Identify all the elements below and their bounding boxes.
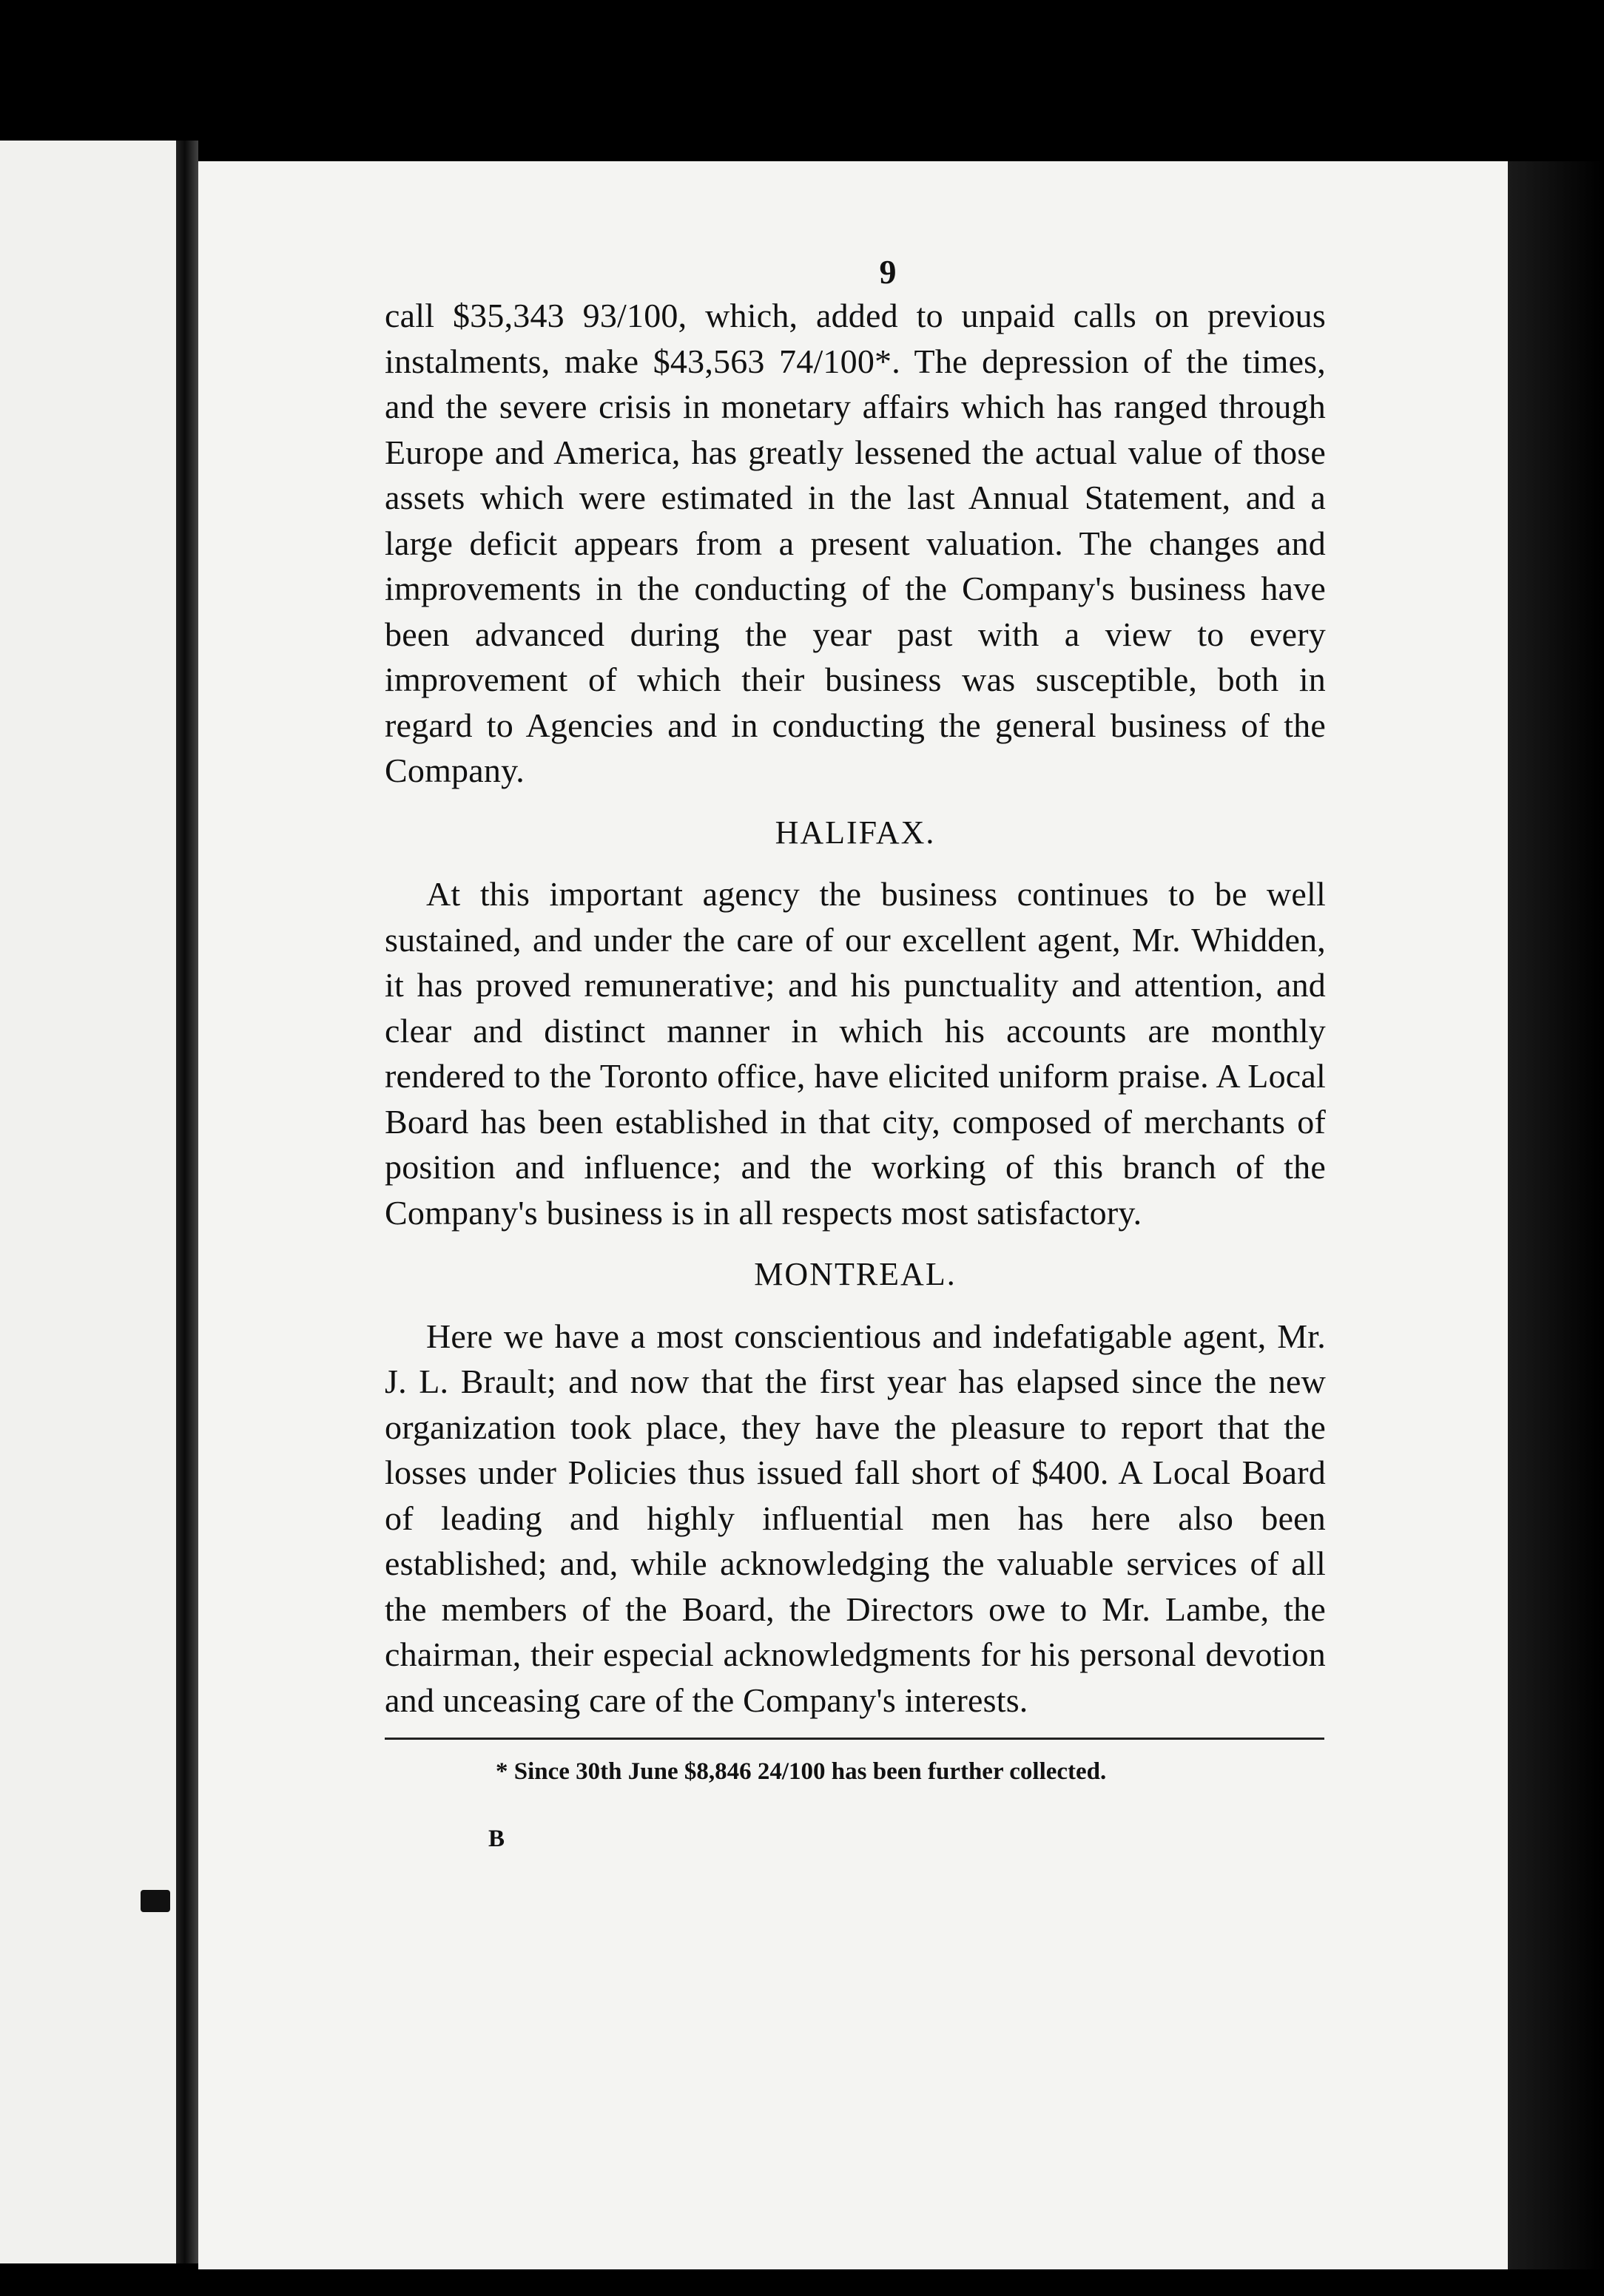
binding-mark <box>141 1890 170 1912</box>
facing-page-edge <box>0 141 176 2263</box>
footnote: * Since 30th June $8,846 24/100 has been further collected. <box>496 1758 1107 1785</box>
section-text-halifax: At this important agency the business continues to be well sustained, and under the care of our excellent agent, Mr. Whidden, it has proved remunerative; and his punctuality and attention, and clear and distinct manner in which his accounts are monthly rendered to the Toronto office, have elicited uniform praise. A Local Board has been established in that city, composed of merchants of position and influence; and the working of this branch of the Company's business is in all respects most satisfactory. <box>385 875 1326 1232</box>
section-text-montreal: Here we have a most conscientious and indefatigable agent, Mr. J. L. Brault; and now that the first year has elapsed since the new organization took place, they have the pleasure to report that the losses under Policies thus issued fall short of $400. A Local Board of leading and highly influential men has here also been established; and, while acknowledging the valuable services of all the members of the Board, the Directors owe to Mr. Lambe, the chairman, their especial acknowledgments for his personal devotion and unceasing care of the Company's interests. <box>385 1317 1326 1719</box>
intro-paragraph: call $35,343 93/100, which, added to unpaid calls on previous instalments, make $43,563 74/100*. The depression of the times, and the severe crisis in monetary affairs which has ranged through Europe and America, has greatly lessened the actual value of those assets which were estimated in the last Annual Statement, and a large deficit appears from a present valuation. The changes and improvements in the conducting of the Company's business have been advanced during the year past with a view to every improvement of which their business was susceptible, both in regard to Agencies and in conducting the general business of the Company. <box>385 297 1326 789</box>
page-text-block <box>385 251 1326 1853</box>
signature-mark: B <box>488 1826 505 1852</box>
page-edge-shadow <box>1508 161 1604 2269</box>
footnote-rule <box>385 1738 1324 1740</box>
section-heading-halifax: HALIFAX. <box>775 814 936 851</box>
section-heading-montreal: MONTREAL. <box>754 1256 957 1292</box>
page-number: 9 <box>879 253 897 291</box>
book-gutter <box>176 141 198 2263</box>
